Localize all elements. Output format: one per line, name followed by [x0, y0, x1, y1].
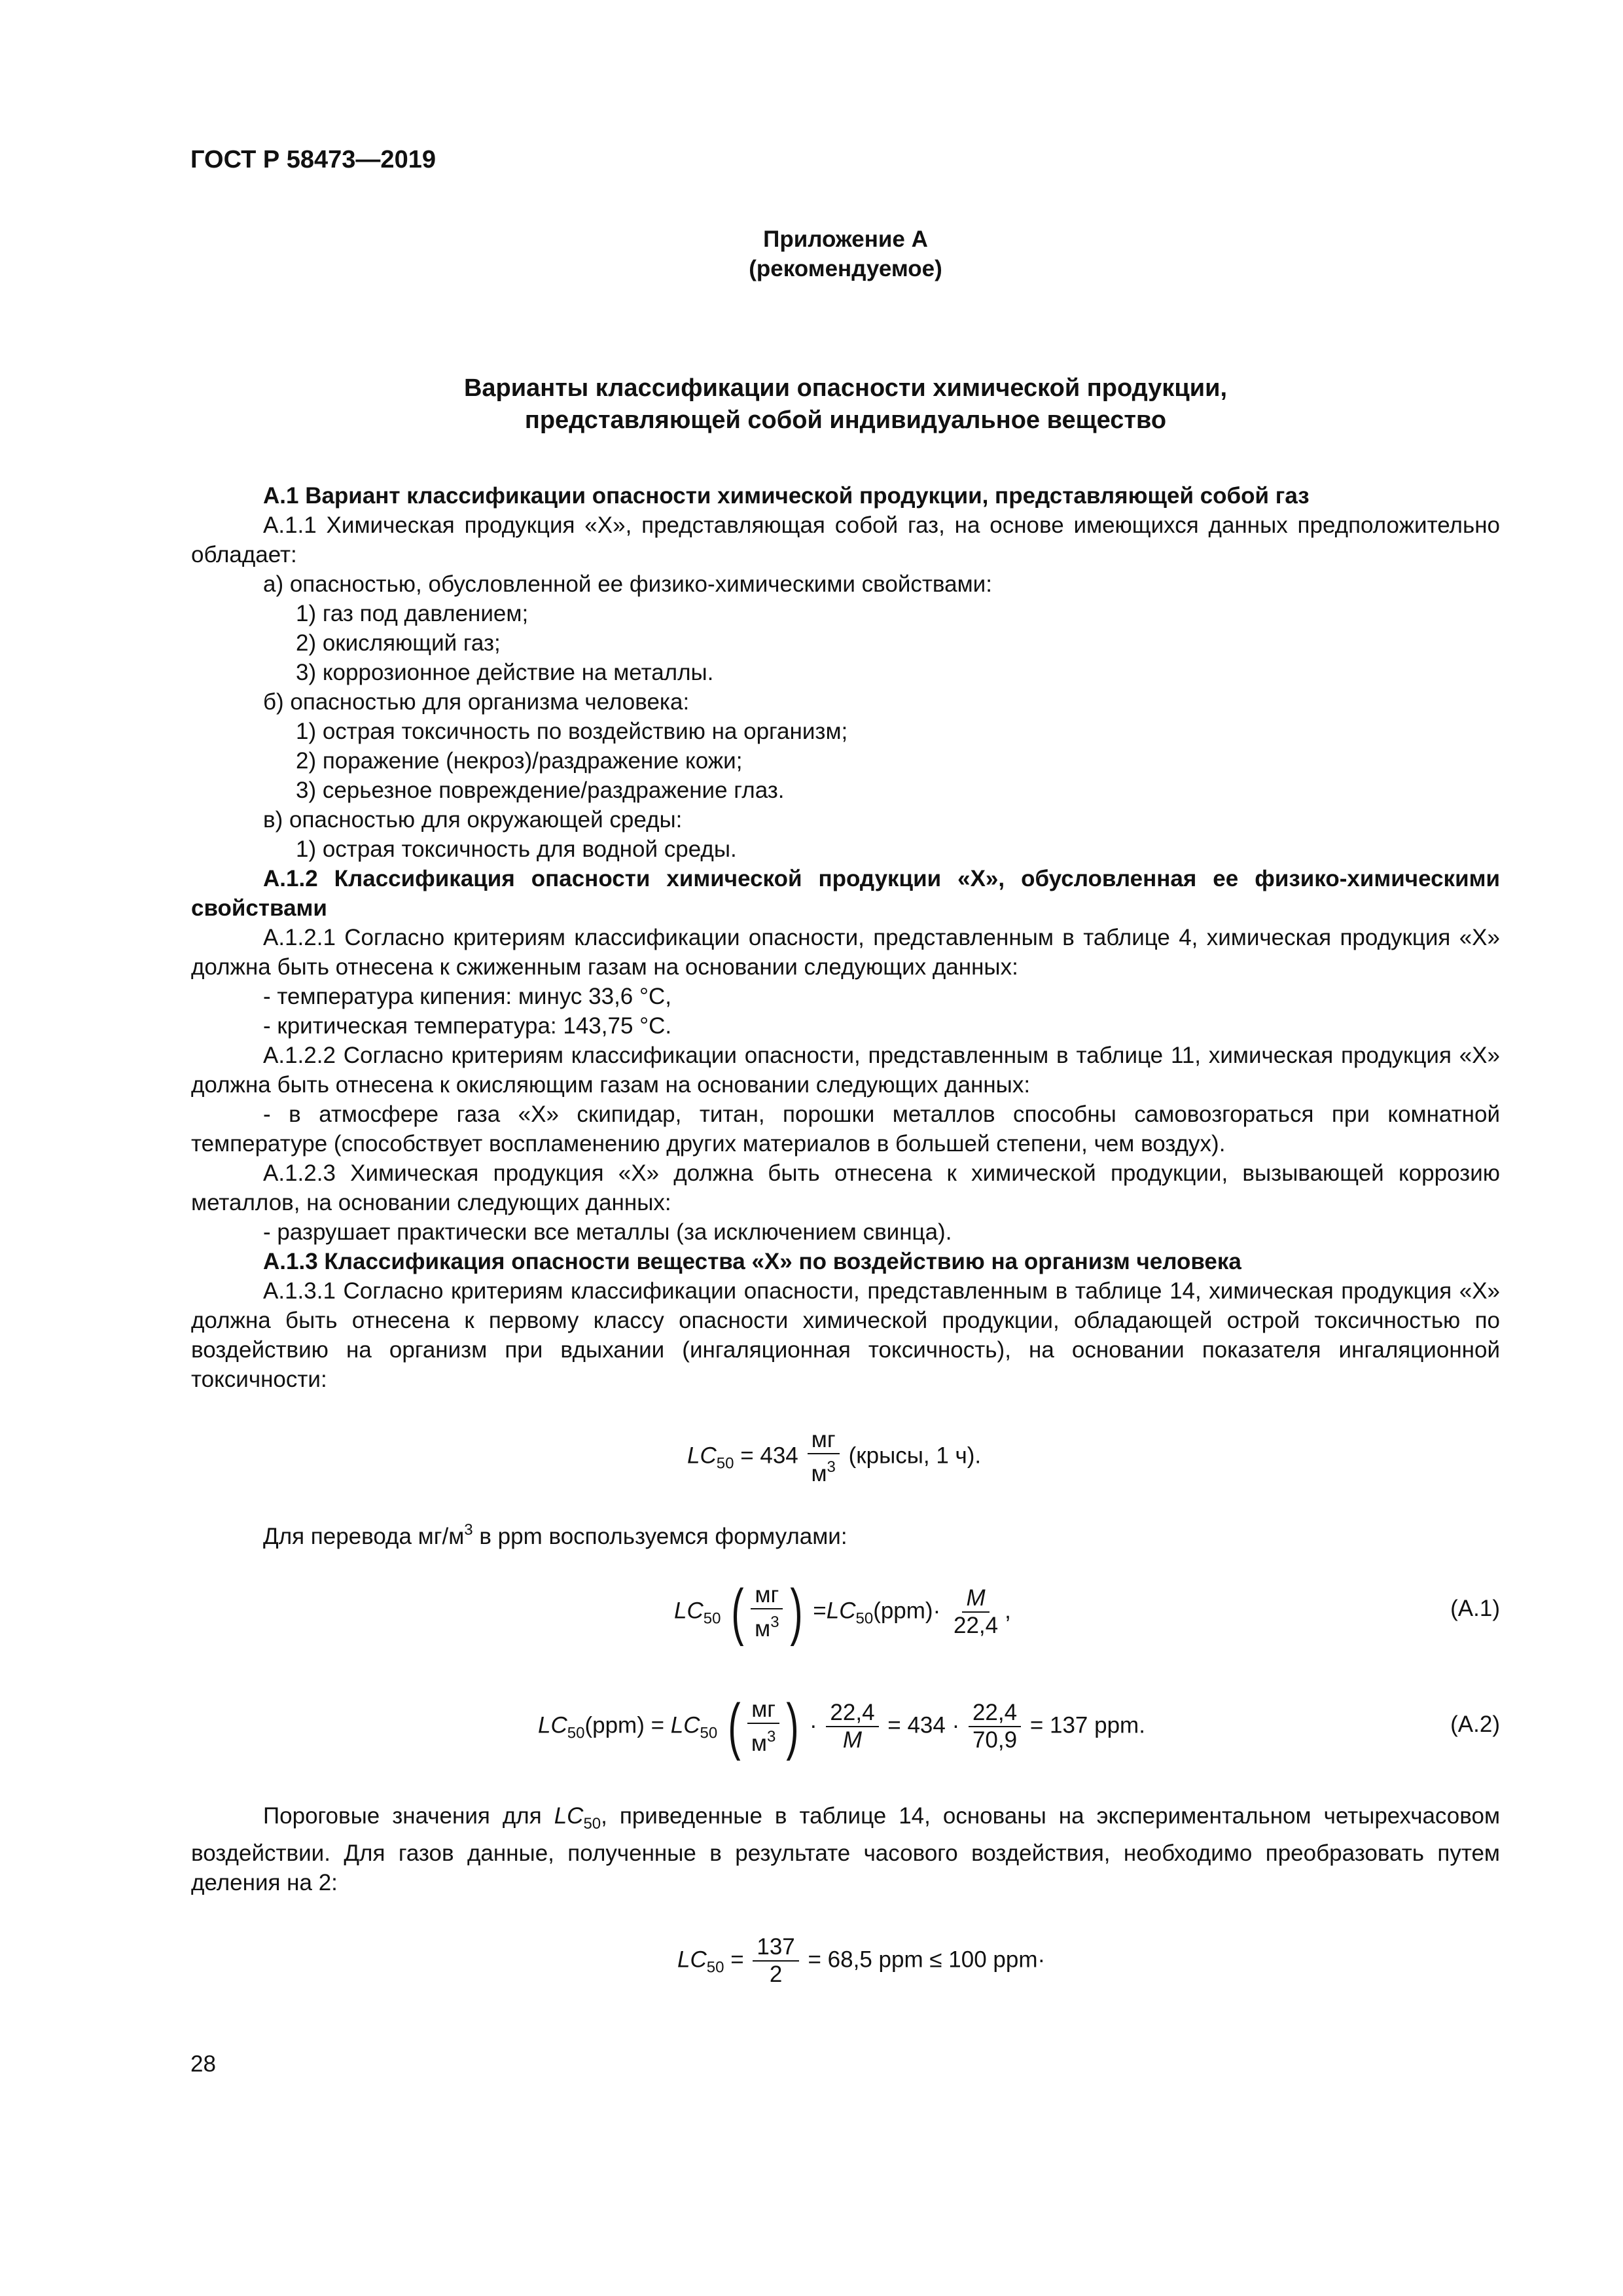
list-item-b3: 3) серьезное повреждение/раздражение глаз.: [296, 778, 785, 803]
threshold-text-end: , приведенные в таблице 14, основаны на экспериментальном четырехчасовом воздействии. Для газов данные, полученные в результате часового воздействия, необходимо преобразовать путем деления на 2:: [191, 1803, 1501, 1895]
list-item-a3: 3) коррозионное действие на металлы.: [296, 660, 714, 685]
formula-tail: = 137 ppm.: [1029, 1712, 1145, 1738]
fraction-1: [826, 1700, 878, 1753]
data-item-oxidizing: - в атмосфере газа «X» скипидар, титан, порошки металлов способны самовозгораться при комнатной температуре (способствует воспламенению других материалов в большей степени, чем воздух).: [191, 1102, 1500, 1157]
list-item-a2: 2) окисляющий газ;: [296, 630, 501, 656]
formula-symbol: LC: [670, 1712, 700, 1738]
unit-superscript: 3: [827, 1458, 836, 1476]
formula-equals: =: [813, 1598, 827, 1624]
unit-superscript: 3: [766, 1728, 776, 1746]
formula-symbol: LC: [677, 1946, 707, 1973]
fraction-denominator: M: [842, 1727, 863, 1753]
intro-superscript: 3: [464, 1521, 473, 1539]
list-item-c: в) опасностью для окружающей среды:: [263, 807, 683, 833]
formula-middle: = 434 ·: [887, 1712, 960, 1738]
formula-a2: [538, 1691, 1145, 1761]
list-item-b: б) опасностью для организма человека:: [263, 689, 690, 715]
section-heading-a1: А.1 Вариант классификации опасности химической продукции, представляющей собой газ: [263, 483, 1310, 509]
intro-text: Для перевода мг/м: [263, 1524, 465, 1549]
appendix-label: Приложение А: [763, 226, 928, 252]
formula-symbol: LC: [687, 1443, 717, 1469]
unit-fraction: [751, 1582, 783, 1642]
formula-ppm: (ppm)·: [873, 1598, 941, 1624]
formula-equals: = 434: [740, 1443, 798, 1469]
list-item-a1: 1) газ под давлением;: [296, 601, 529, 626]
title-line-1: Варианты классификации опасности химической продукции,: [463, 374, 1228, 402]
formula-tail: = 68,5 ppm ≤ 100 ppm·: [808, 1946, 1046, 1973]
formula-a1: [674, 1577, 1011, 1647]
paragraph-a121: А.1.2.1 Согласно критериям классификации опасности, представленным в таблице 4, химическая продукция «X» должна быть отнесена к сжиженным газам на основании следующих данных:: [191, 925, 1500, 980]
appendix-status: (рекомендуемое): [749, 256, 942, 281]
fraction-numerator: 22,4: [969, 1700, 1021, 1727]
formula-ppm: (ppm) =: [584, 1712, 665, 1738]
molar-fraction: [950, 1585, 1002, 1639]
conversion-intro: [263, 1515, 847, 1551]
formula-tail: ,: [1005, 1598, 1011, 1624]
fraction-numerator: 22,4: [826, 1700, 878, 1727]
formula-subscript: 50: [706, 1958, 724, 1977]
section-heading-a12: А.1.2 Классификация опасности химической продукции «X», обусловленная ее физико-химическими свойствами: [191, 866, 1500, 921]
formula-equals: =: [730, 1946, 744, 1973]
formula-subscript: 50: [855, 1609, 874, 1628]
list-item-b2: 2) поражение (некроз)/раздражение кожи;: [296, 748, 743, 774]
division-fraction: [753, 1934, 798, 1988]
fraction-numerator: мг: [808, 1427, 840, 1454]
equation-number-a2: (А.2): [1450, 1712, 1500, 1737]
equation-number-a1: (А.1): [1450, 1596, 1500, 1621]
formula-subscript: 50: [703, 1609, 721, 1628]
formula-dot: ·: [810, 1712, 817, 1738]
fraction-numerator: 137: [753, 1934, 798, 1962]
section-heading-a13: А.1.3 Классификация опасности вещества «X» по воздействию на организм человека: [263, 1249, 1241, 1274]
fraction-denominator: [751, 1609, 783, 1642]
title-line-2: представляющей собой индивидуальное вещество: [524, 406, 1167, 434]
fraction-numerator: мг: [751, 1582, 783, 1609]
data-item-critical-temperature: - критическая температура: 143,75 °С.: [263, 1013, 672, 1039]
parenthesized-unit: ( $\frac{мг}{м^3}$ ): [728, 1691, 799, 1761]
formula-symbol: LC: [538, 1712, 567, 1738]
fraction-denominator: 2: [769, 1962, 783, 1987]
formula-symbol: LC: [674, 1598, 704, 1624]
paragraph-a123: А.1.2.3 Химическая продукция «X» должна быть отнесена к химической продукции, вызывающей коррозию металлов, на основании следующих данных:: [191, 1160, 1500, 1215]
unit-text: м: [755, 1616, 771, 1641]
formula-subscript: 50: [700, 1724, 718, 1742]
fraction-denominator: [747, 1724, 779, 1757]
fraction-denominator: 70,9: [972, 1727, 1018, 1753]
threshold-paragraph: [191, 1801, 1500, 1897]
paragraph-a122: А.1.2.2 Согласно критериям классификации опасности, представленным в таблице 11, химическая продукция «X» должна быть отнесена к окисляющим газам на основании следующих данных:: [191, 1043, 1500, 1098]
formula-subscript: 50: [716, 1454, 734, 1473]
formula-symbol: LC: [826, 1598, 856, 1624]
formula-final: [677, 1934, 1045, 1988]
data-item-boiling-point: - температура кипения: минус 33,6 °С,: [263, 984, 671, 1009]
formula-subscript: 50: [567, 1724, 585, 1742]
formula-lc50-value: [687, 1427, 981, 1487]
document-code: ГОСТ Р 58473—2019: [190, 146, 436, 173]
appendix-body: [191, 481, 1500, 1394]
list-item-b1: 1) острая токсичность по воздействию на организм;: [296, 719, 848, 744]
list-item-a: а) опасностью, обусловленной ее физико-химическими свойствами:: [263, 571, 992, 597]
parenthesized-unit: ( $\frac{мг}{м^3}$ ): [731, 1577, 803, 1647]
unit-text: м: [811, 1461, 827, 1486]
fraction-2: [969, 1700, 1021, 1753]
unit-text: м: [751, 1731, 767, 1756]
paragraph-a131: А.1.3.1 Согласно критериям классификации опасности, представленным в таблице 14, химическая продукция «X» должна быть отнесена к первому классу опасности химической продукции, обладающей острой токсичностью по воздействию на организм при вдыхании (ингаляционная токсичность), на основании показателя ингаляционной токсичности:: [191, 1278, 1500, 1392]
formula-subscript: 50: [583, 1815, 601, 1833]
fraction-numerator: мг: [747, 1696, 779, 1724]
fraction-numerator: M: [962, 1585, 989, 1613]
threshold-text: Пороговые значения для: [263, 1803, 554, 1829]
unit-superscript: 3: [770, 1613, 779, 1631]
fraction-denominator: 22,4: [953, 1613, 999, 1638]
formula-symbol: LC: [554, 1803, 584, 1829]
data-item-corrosion: - разрушает практически все металлы (за исключением свинца).: [263, 1219, 952, 1245]
fraction-denominator: [807, 1454, 839, 1487]
unit-fraction: [747, 1696, 779, 1757]
unit-fraction: [807, 1427, 839, 1487]
formula-tail: (крысы, 1 ч).: [848, 1443, 982, 1469]
intro-text-end: в ppm воспользуемся формулами:: [473, 1524, 847, 1549]
paragraph-a11: А.1.1 Химическая продукция «X», представляющая собой газ, на основе имеющихся данных предположительно обладает:: [191, 512, 1500, 567]
page-number: 28: [190, 2051, 216, 2077]
list-item-c1: 1) острая токсичность для водной среды.: [296, 836, 737, 862]
